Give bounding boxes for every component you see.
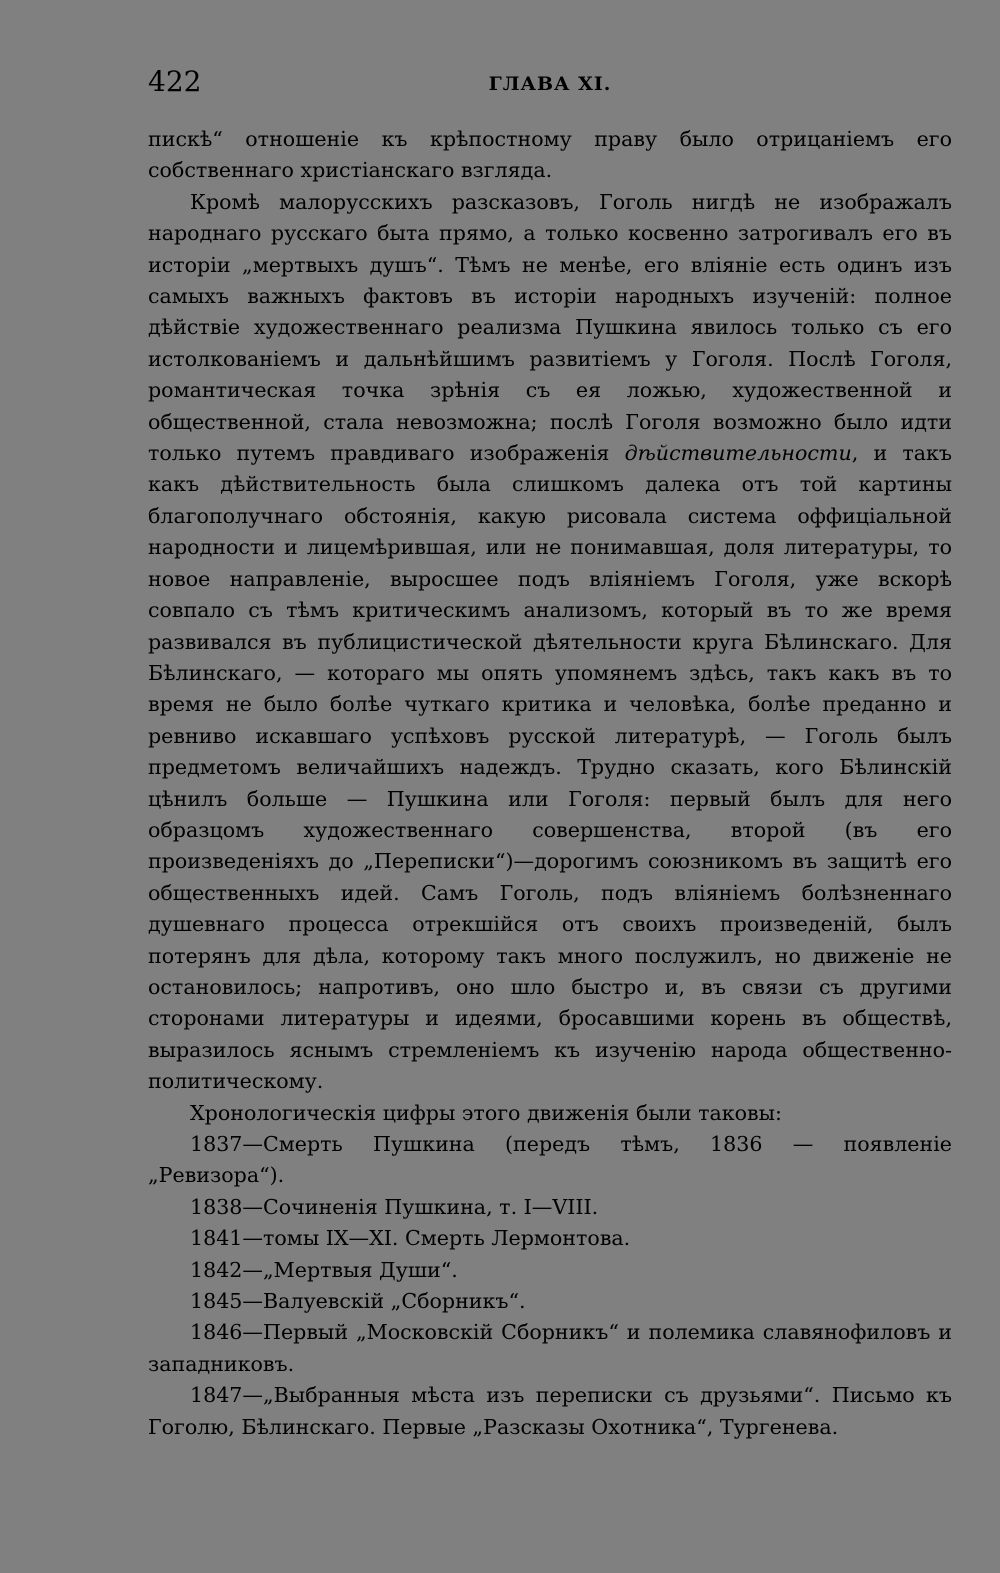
running-header <box>148 62 952 102</box>
chapter-title: ГЛАВА XI. <box>488 73 612 95</box>
chronology-entry: 1841—томы IX—XI. Смерть Лермонтова. <box>190 1226 631 1251</box>
page-number: 422 <box>148 65 202 98</box>
text-run: Кромѣ малорусскихъ разсказовъ, Гоголь нигдѣ не изображалъ народнаго русскаго быта прямо, а только косвенно затрогивалъ его въ исторiи „мертвыхъ душъ“. Тѣмъ не менѣе, его влiянiе есть одинъ изъ самыхъ важныхъ фактовъ въ исторiи народныхъ изученiй: полное дѣйствiе художественнаго реализма Пушкина явилось только съ его истолкованiемъ и дальнѣйшимъ развитiемъ у Гоголя. Послѣ Гоголя, романтическая точка зрѣнiя съ ея ложью, художественной и общественной, стала невозможна; послѣ Гоголя возможно было идти только путемъ правдиваго изображенiя <box>148 189 952 466</box>
chronology-entry: 1837—Смерть Пушкина (передъ тѣмъ, 1836 — появленiе „Ревизора“). <box>148 1132 952 1188</box>
paragraph: Хронологическiя цифры этого движенiя были таковы: <box>190 1100 782 1125</box>
chronology-entry: 1846—Первый „Московскiй Сборникъ“ и полемика славянофиловъ и западниковъ. <box>148 1320 952 1376</box>
chronology-entry: 1847—„Выбранныя мѣста изъ переписки съ друзьями“. Письмо къ Гоголю, Бѣлинскаго. Первые „Разсказы Охотника“, Тургенева. <box>148 1383 952 1439</box>
paragraph: пискѣ“ отношенiе къ крѣпостному праву было отрицанiемъ его собственнаго христiанскаго взгляда. <box>148 127 952 183</box>
italic-term: дѣйствительности <box>624 441 852 466</box>
chronology-entry: 1838—Сочиненiя Пушкина, т. I—VIII. <box>190 1194 599 1219</box>
chronology-entry: 1845—Валуевскiй „Сборникъ“. <box>190 1289 526 1314</box>
paragraph <box>148 187 952 1098</box>
chronology-entry: 1842—„Мертвыя Души“. <box>190 1257 458 1282</box>
body-text <box>148 124 952 1443</box>
text-run: , и такъ какъ дѣйствительность была слишкомъ далека отъ той картины благополучнаго обстоянiя, какую рисовала система оффицiальной народности и лицемѣрившая, или не понимавшая, доля литературы, то новое направленiе, выросшее подъ влiянiемъ Гоголя, уже вскорѣ совпало съ тѣмъ критическимъ анализомъ, который въ то же время развивался въ публицистической дѣятельности круга Бѣлинскаго. Для Бѣлинскаго, — котораго мы опять упомянемъ здѣсь, такъ какъ въ то время не было болѣе чуткаго критика и человѣка, болѣе преданно и ревниво искавшаго успѣховъ русской литературѣ, — Гоголь былъ предметомъ величайшихъ надеждъ. Трудно сказать, кого Бѣлинскiй цѣнилъ больше — Пушкина или Гоголя: первый былъ для него образцомъ художественнаго совершенства, второй (въ его произведенiяхъ до „Переписки“)—дорогимъ союзникомъ въ защитѣ его общественныхъ идей. Самъ Гоголь, подъ влiянiемъ болѣзненнаго душевнаго процесса отрекшiйся отъ своихъ произведенiй, былъ потерянъ для дѣла, которому такъ много послужилъ, но движенiе не остановилось; напротивъ, оно шло быстро и, въ связи съ другими сторонами литературы и идеями, бросавшими корень въ обществѣ, выразилось яснымъ стремленiемъ къ изученiю народа общественно-политическому. <box>148 441 953 1094</box>
